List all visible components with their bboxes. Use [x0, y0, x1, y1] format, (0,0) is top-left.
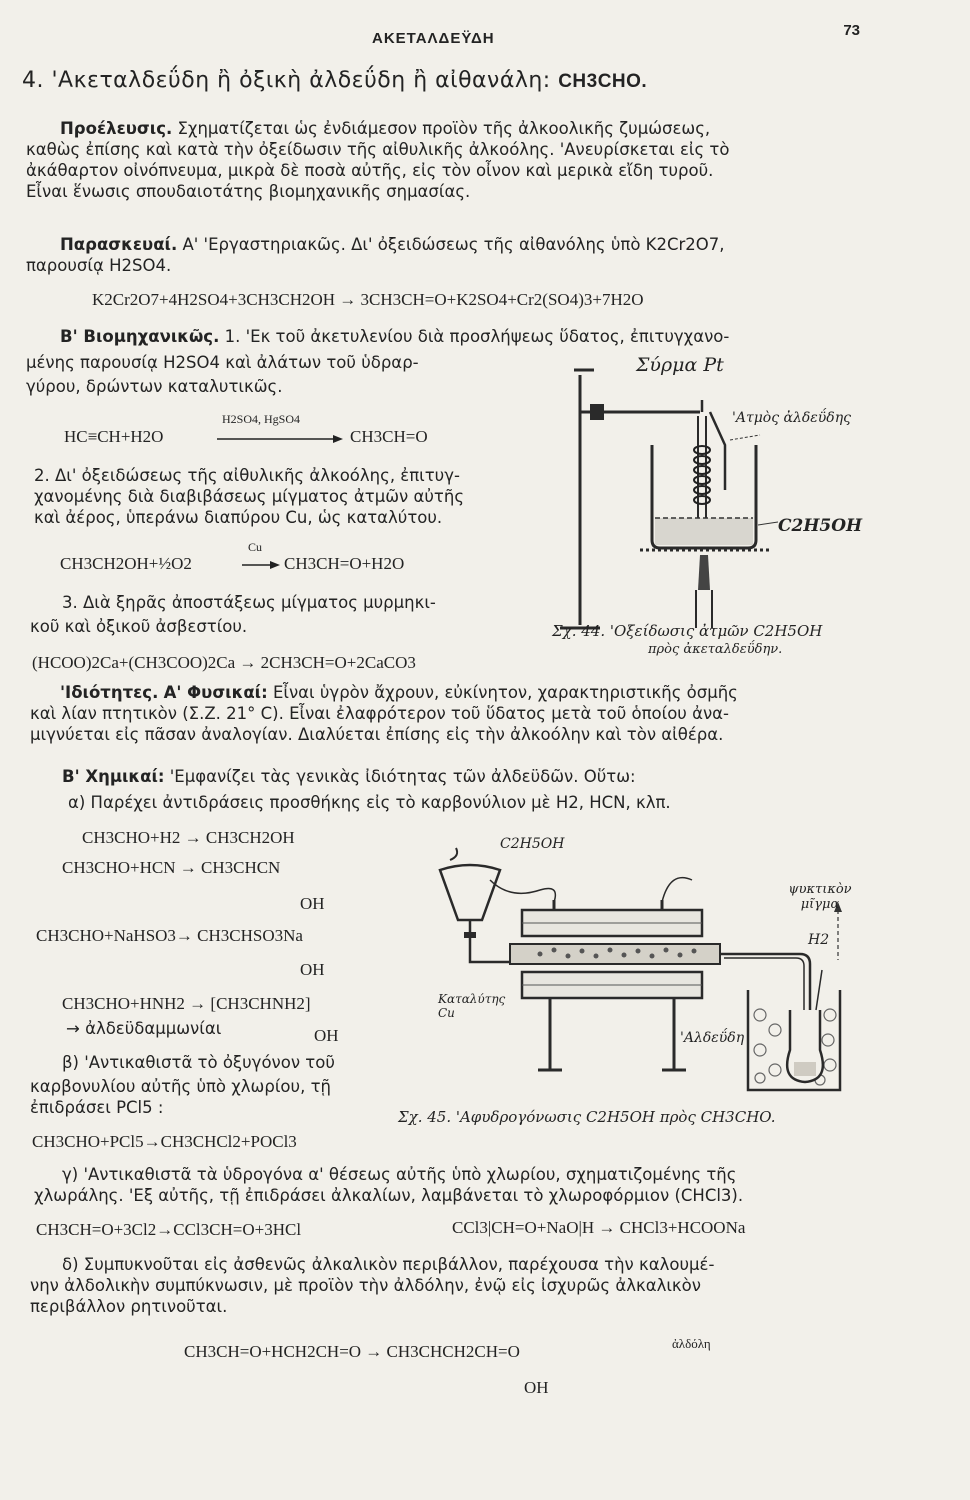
b-line-3: ἐπιδράσει PCl5 : [30, 1098, 164, 1117]
a-equation-4-next: → ἀλδεϋδαμμωνίαι [66, 1019, 222, 1038]
origin-line-1: Σχηματίζεται ὡς ἐνδιάμεσον προϊὸν τῆς ἀλκοολικῆς ζυμώσεως, [177, 119, 711, 138]
figure-44-caption-2: πρὸς ἀκεταλδεΰδην. [648, 642, 783, 657]
d-equation: CH3CH=O+HCH2CH=O → CH3CHCH2CH=O [184, 1342, 520, 1361]
origin-line-3: ἀκάθαρτον οἰνόπνευμα, μικρὰ δὲ ποσὰ αὐτῆς, εἰς τὸν οἶνον καὶ μερικὰ εἴδη τυροῦ. [26, 161, 714, 180]
industrial-2-line-2: χανομένης διὰ διαβιβάσεως μίγματος ἀτμῶν αὐτῆς [34, 487, 464, 506]
chemical-a-line: α) Παρέχει ἀντιδράσεις προσθήκης εἰς τὸ καρβονύλιον μὲ H2, HCN, κλπ. [68, 793, 671, 812]
industrial-3-equation: (HCOO)2Ca+(CH3COO)2Ca → 2CH3CH=O+2CaCO3 [32, 653, 416, 672]
industrial-2-eq-right: CH3CH=O+H2O [284, 554, 405, 573]
lab-text: Δι' ὀξειδώσεως τῆς αἰθανόλης ὑπὸ K2Cr2O7, [351, 235, 725, 254]
figure-44-label-vapor: 'Ατμὸς ἀλδεΰδης [732, 410, 851, 426]
figure-45-caption: Σχ. 45. 'Αφυδρογόνωσις C2H5OH πρὸς CH3CHO. [398, 1108, 776, 1126]
industrial-1-line-1 [60, 326, 930, 347]
c-line-1: γ) 'Αντικαθιστᾶ τὰ ὑδρογόνα α' θέσεως αὐτῆς ὑπὸ χλωρίου, σχηματιζομένης τῆς [62, 1165, 737, 1184]
physical-label: Α' Φυσικαί: [163, 683, 268, 702]
physical-line-1: Εἶναι ὑγρὸν ἄχρουν, εὐκίνητον, χαρακτηριστικῆς ὀσμῆς [272, 683, 738, 702]
a-equation-4-sub: OH [314, 1026, 339, 1045]
lab-text-2: παρουσίᾳ H2SO4. [26, 256, 172, 275]
industrial-2-paragraph [34, 465, 544, 528]
physical-paragraph [30, 682, 930, 745]
chemical-d-paragraph [30, 1254, 930, 1317]
industrial-3-line-2: κοῦ καὶ ὀξικοῦ ἀσβεστίου. [30, 617, 248, 636]
d-line-3: περιβάλλον ρητινοῦται. [30, 1297, 228, 1316]
b-line-1: β) 'Αντικαθιστᾶ τὸ ὀξυγόνον τοῦ [62, 1053, 335, 1072]
industrial-1-catalyst: H2SO4, HgSO4 [222, 412, 301, 426]
chemical-intro-text: 'Εμφανίζει τὰς γενικὰς ἰδιότητας τῶν ἀλδεϋδῶν. Οὕτω: [169, 767, 636, 786]
section-title: 4. 'Ακεταλδεΰδη ἢ ὀξικὴ ἀλδεΰδη ἢ αἰθανάλη: [22, 68, 551, 93]
chemical-label: Β' Χημικαί: [62, 767, 165, 786]
section-formula: CH3CHO. [558, 71, 648, 92]
figure-45-label-product: 'Αλδεΰδη [680, 1030, 745, 1046]
industrial-2-line-1: 2. Δι' ὀξειδώσεως τῆς αἰθυλικῆς ἀλκοόλης, ἐπιτυγ- [34, 466, 460, 485]
c-line-2: χλωράλης. 'Εξ αὐτῆς, τῇ ἐπιδράσει ἀλκαλίων, λαμβάνεται τὸ χλωροφόρμιον (CHCl3). [34, 1186, 744, 1205]
a-equation-1: CH3CHO+H2 → CH3CH2OH [82, 828, 295, 847]
industrial-3-line-1: 3. Διὰ ξηρᾶς ἀποστάξεως μίγματος μυρμηκι- [62, 593, 436, 612]
b-line-2: καρβονυλίου αὐτῆς ὑπὸ χλωρίου, τῇ [30, 1077, 331, 1096]
c-equation-1: CH3CH=O+3Cl2→CCl3CH=O+3HCl [36, 1220, 302, 1239]
industrial-label: Β' Βιομηχανικῶς. [60, 327, 220, 346]
figure-44-label-ethanol: C2H5OH [778, 516, 863, 536]
page-number: 73 [843, 22, 860, 39]
figure-45-label-ethanol: C2H5OH [500, 836, 565, 852]
figure-45-label-cooler: ψυκτικὸν μῖγμα [788, 882, 852, 912]
figure-45-apparatus [430, 840, 870, 1110]
industrial-1-eq-left: HC≡CH+H2O [64, 427, 164, 446]
origin-line-4: Εἶναι ἕνωσις σπουδαιοτάτης βιομηχανικῆς σημασίας. [26, 182, 471, 201]
industrial-1-line-2: μένης παρουσίᾳ H2SO4 καὶ ἀλάτων τοῦ ὑδραρ- [26, 353, 419, 372]
preparation-label: Παρασκευαί. [60, 235, 178, 254]
industrial-1-text: 1. 'Εκ τοῦ ἀκετυλενίου διὰ προσλήψεως ὕδατος, ἐπιτυγχανο- [224, 327, 730, 346]
a-equation-3: CH3CHO+NaHSO3→ CH3CHSO3Na [36, 926, 303, 945]
preparation-paragraph [26, 234, 926, 276]
figure-45-label-catalyst: Καταλύτης Cu [438, 992, 506, 1020]
chemical-b-paragraph [62, 1052, 422, 1073]
properties-label: 'Ιδιότητες. [60, 683, 159, 702]
industrial-2-arrow [240, 556, 282, 574]
physical-line-2: καὶ λίαν πτητικὸν (Σ.Ζ. 21° C). Εἶναι ἐλαφρότερον τοῦ ὕδατος μετὰ τοῦ ὁποίου ἀνα- [30, 704, 730, 723]
industrial-2-catalyst: Cu [248, 540, 263, 554]
industrial-2-line-3: καὶ ἀέρος, ὑπεράνω διαπύρου Cu, ὡς καταλύτου. [34, 508, 443, 527]
origin-paragraph [26, 118, 926, 202]
industrial-1-arrow [215, 430, 345, 448]
lab-label: Α' 'Εργαστηριακῶς. [182, 235, 346, 254]
chemical-c-paragraph [34, 1164, 934, 1206]
industrial-1-eq-right: CH3CH=O [350, 427, 428, 446]
origin-line-2: καθὼς ἐπίσης καὶ κατὰ τὴν ὀξείδωσιν τῆς αἰθυλικῆς ἀλκοόλης. 'Ανευρίσκεται εἰς τὸ [26, 140, 730, 159]
a-equation-3-sub: OH [300, 960, 325, 979]
section-heading [22, 68, 647, 93]
d-line-2: νην ἀλδολικὴν συμπύκνωσιν, μὲ προϊὸν τὴν ἀλδόλην, ἐνῷ εἰς ἰσχυρῶς ἀλκαλικὸν [30, 1276, 701, 1295]
industrial-1-line-3: γύρου, δρώντων καταλυτικῶς. [26, 377, 283, 396]
figure-44-caption-1: Σχ. 44. 'Οξείδωσις ἀτμῶν C2H5OH [552, 622, 823, 640]
origin-label: Προέλευσις. [60, 119, 173, 138]
d-equation-label: ἀλδόλη [672, 1336, 711, 1351]
figure-45-label-h2: H2 [808, 932, 830, 948]
chemical-intro [62, 766, 922, 787]
a-equation-2: CH3CHO+HCN → CH3CHCN [62, 858, 281, 877]
d-equation-sub: OH [524, 1378, 549, 1397]
b-equation: CH3CHO+PCl5→CH3CHCl2+POCl3 [32, 1132, 297, 1151]
d-line-1: δ) Συμπυκνοῦται εἰς ἀσθενῶς ἀλκαλικὸν περιβάλλον, παρέχουσα τὴν καλουμέ- [62, 1255, 715, 1274]
page-header [0, 22, 970, 52]
industrial-3-paragraph [62, 592, 542, 613]
chemical-b-rest [30, 1076, 430, 1118]
running-title: ΑΚΕΤΑΛΔΕΫΔΗ [372, 30, 495, 47]
a-equation-2-sub: OH [300, 894, 325, 913]
industrial-2-eq-left: CH3CH2OH+½O2 [60, 554, 192, 573]
a-equation-4: CH3CHO+HNH2 → [CH3CHNH2] [62, 994, 311, 1013]
figure-44-label-wire: Σύρμα Pt [636, 354, 724, 376]
physical-line-3: μιγνύεται εἰς πᾶσαν ἀναλογίαν. Διαλύεται ἐπίσης εἰς τὴν ἀλκοόλην καὶ τὸν αἰθέρα. [30, 725, 724, 744]
c-equation-2: CCl3|CH=O+NaO|H → CHCl3+HCOONa [452, 1218, 746, 1237]
lab-equation: K2Cr2O7+4H2SO4+3CH3CH2OH → 3CH3CH=O+K2SO4+Cr2(SO4)3+7H2O [92, 290, 644, 309]
